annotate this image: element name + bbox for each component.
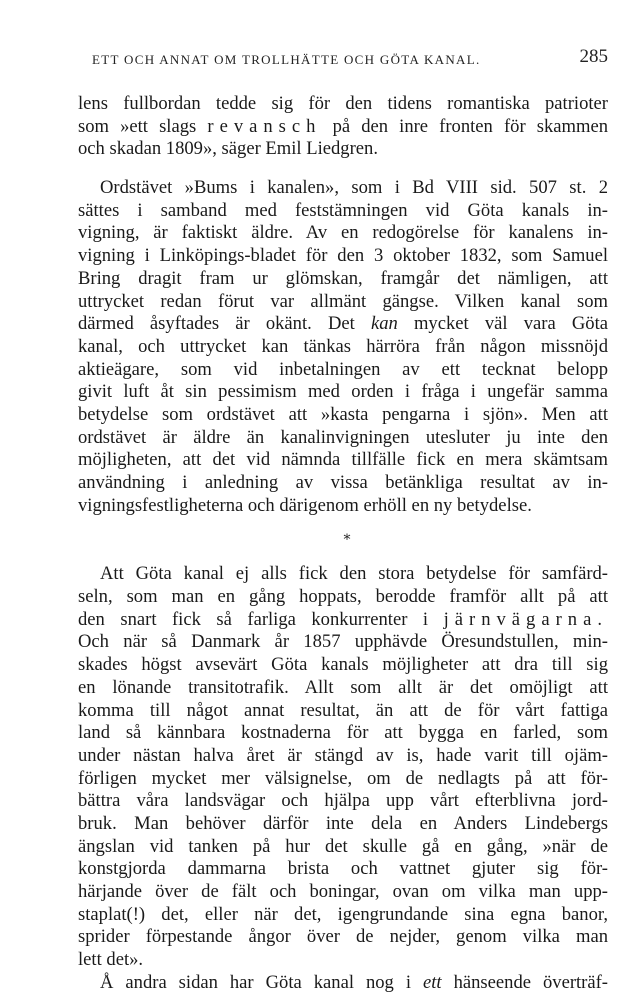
text-line: lett det». xyxy=(78,949,144,971)
text-line: förligen mycket mer välsignelse, om de nedlagts på att för- xyxy=(78,767,608,789)
text-segment: på den inre fronten för skammen xyxy=(332,115,608,137)
text-segment: hänseende överträf- xyxy=(453,971,608,993)
spaced-word: järnvägarna. xyxy=(443,608,608,630)
text-line: vigningsfestligheterna och därigenom erhöll en ny betydelse. xyxy=(78,494,532,516)
text-line: seln, som man en gång hoppats, berodde framför allt på att xyxy=(78,586,608,608)
spaced-word: revansch xyxy=(207,115,322,137)
paragraph-4 xyxy=(78,972,608,994)
text-line: ängslan vid tanken på hur det skulle gå en gång, »när de xyxy=(78,835,608,857)
text-line: och skadan 1809», säger Emil Liedgren. xyxy=(78,138,378,160)
text-line: sprider förpestande ångor över de nejder, genom vilka man xyxy=(78,926,608,948)
text-line xyxy=(78,313,608,336)
text-line xyxy=(78,609,608,632)
paragraph-1 xyxy=(78,93,608,161)
text-line: härjande över de fält och boningar, ovan om vilka man upp- xyxy=(78,881,608,902)
text-line: användning i anledning av vissa betänkliga resultat av in- xyxy=(78,472,608,493)
text-line: kanal, och uttrycket kan tänkas härröra från någon missnöjd xyxy=(78,335,608,357)
paragraph-gap xyxy=(78,161,608,177)
text-line: under nästan halva året är stängd av is, hade varit till ojäm- xyxy=(78,744,608,766)
text-line: sättes i samband med feststämningen vid Göta kanals in- xyxy=(78,199,608,221)
text-line: bättra våra landsvägar och hjälpa upp vårt efterblivna jord- xyxy=(78,790,608,812)
text-segment: därmed åsyftades är okänt. Det xyxy=(78,313,355,335)
text-line: vigning i Linköpings-bladet för den 3 oktober 1832, som Samuel xyxy=(78,245,608,267)
text-segment: Å andra sidan har Göta kanal nog i xyxy=(100,971,411,993)
text-segment: den snart fick så farliga konkurrenter i xyxy=(78,608,429,630)
text-line xyxy=(78,972,608,994)
text-line: givit luft åt sin pessimism med orden i fråga i ungefär samma xyxy=(78,381,608,403)
italic-word: kan xyxy=(370,313,398,335)
running-head: ETT OCH ANNAT OM TROLLHÄTTE OCH GÖTA KANAL. xyxy=(92,52,481,67)
text-line: en lönande transitotrafik. Allt som allt är det omöjligt att xyxy=(78,676,608,698)
text-line xyxy=(78,116,608,139)
text-line: staplat(!) det, eller när det, igengrundande sina egna banor, xyxy=(78,903,608,925)
text-segment: som »ett slags xyxy=(78,115,197,137)
body-text xyxy=(78,93,608,994)
text-line: betydelse som ordstävet att »kasta pengarna i sjön». Men att xyxy=(78,403,608,425)
text-line: uttrycket redan förut var allmänt gängse. Vilken kanal som xyxy=(78,290,608,312)
text-line: bruk. Man behöver därför inte dela en Anders Lindebergs xyxy=(78,812,608,834)
text-line: Och när så Danmark år 1857 upphävde Öresundstullen, min- xyxy=(78,631,608,653)
page-header xyxy=(92,44,608,72)
text-line: lens fullbordan tedde sig för den tidens romantiska patrioter xyxy=(78,93,608,114)
text-line: vigning, är faktiskt äldre. Av en redogörelse för kanalens in- xyxy=(78,222,608,244)
text-line: möjligheten, att det vid nämnda tillfälle fick en mera skämtsam xyxy=(78,449,608,471)
text-segment: mycket väl vara Göta xyxy=(413,313,608,335)
text-line: Att Göta kanal ej alls fick den stora betydelse för samfärd- xyxy=(100,563,608,585)
text-line: skades högst avsevärt Göta kanals möjligheter att dra till sig xyxy=(78,654,608,676)
text-line: Ordstävet »Bums i kanalen», som i Bd VIII sid. 507 st. 2 xyxy=(100,177,608,199)
text-line: komma till något annat resultat, än att de för vårt fattiga xyxy=(78,699,608,721)
text-line: Bring dragit fram ur glömskan, framgår det nämligen, att xyxy=(78,267,608,289)
text-line: ordstävet är äldre än kanalinvigningen utesluter ju inte den xyxy=(78,426,608,448)
text-line: aktieägare, som vid inbetalningen av ett tecknat belopp xyxy=(78,358,608,380)
page-number: 285 xyxy=(579,46,608,67)
section-separator: * xyxy=(343,532,351,549)
italic-word: ett xyxy=(422,971,442,993)
text-line: land så kännbara kostnaderna för att bygga en farled, som xyxy=(78,722,608,744)
text-line: konstgjorda dammarna brista och vattnet gjuter sig för- xyxy=(78,858,608,880)
paragraph-2 xyxy=(78,177,608,517)
paragraph-3 xyxy=(78,563,608,971)
